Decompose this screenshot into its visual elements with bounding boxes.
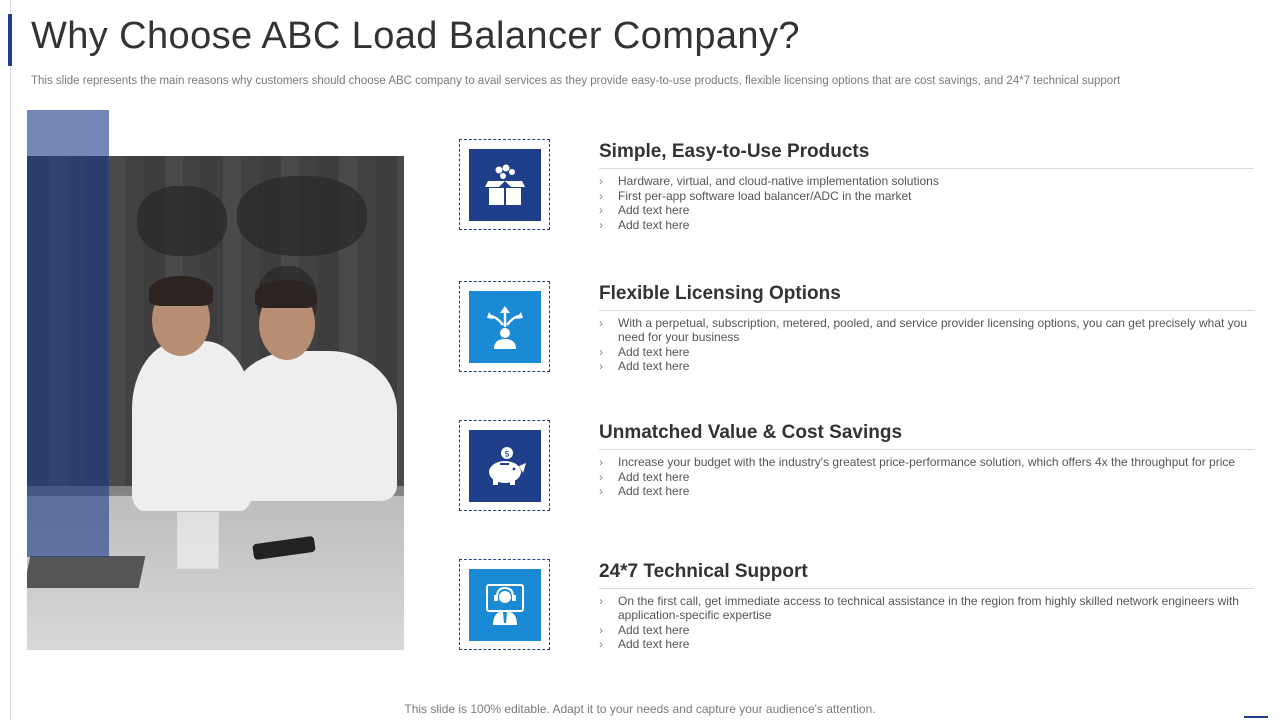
bullet-list bbox=[599, 316, 1249, 374]
icon-frame bbox=[459, 420, 550, 511]
feature-item-technical-support bbox=[459, 559, 1259, 655]
icon-frame bbox=[459, 559, 550, 650]
item-title: Flexible Licensing Options bbox=[599, 283, 841, 304]
icon-frame bbox=[459, 281, 550, 372]
list-item: › With a perpetual, subscription, metered, pooled, and service provider licensing options, you can get precisely what you need for your business bbox=[599, 316, 1248, 344]
chevron-right-icon: › bbox=[599, 484, 603, 498]
bullet-list bbox=[599, 455, 1249, 499]
divider bbox=[599, 588, 1254, 589]
list-item: › On the first call, get immediate access to technical assistance in the region from highly skilled network engineers with application-specific expertise bbox=[599, 594, 1239, 622]
box-icon bbox=[469, 149, 541, 221]
divider bbox=[599, 168, 1254, 169]
chevron-right-icon: › bbox=[599, 455, 603, 469]
slide-title: Why Choose ABC Load Balancer Company? bbox=[31, 15, 800, 57]
chevron-right-icon: › bbox=[599, 594, 603, 608]
support-agent-icon bbox=[469, 569, 541, 641]
chevron-right-icon: › bbox=[599, 344, 603, 359]
chevron-right-icon: › bbox=[599, 188, 603, 203]
slide-subtitle: This slide represents the main reasons why customers should choose ABC company to avail services as they provide easy-to-use products, flexible licensing options that are cost savings, and 24*7 technical support bbox=[31, 75, 1121, 87]
feature-item-simple-products bbox=[459, 139, 1259, 235]
chevron-right-icon: › bbox=[599, 203, 603, 217]
list-item: › Add text here bbox=[599, 484, 690, 498]
list-item: › Add text here bbox=[599, 217, 690, 232]
list-item: › Add text here bbox=[599, 203, 690, 217]
list-item: › First per-app software load balancer/ADC in the market bbox=[599, 188, 912, 203]
chevron-right-icon: › bbox=[599, 622, 603, 637]
list-item: › Add text here bbox=[599, 637, 690, 651]
divider bbox=[599, 310, 1254, 311]
list-item: › Add text here bbox=[599, 344, 690, 359]
bullet-list bbox=[599, 174, 1249, 232]
item-title: 24*7 Technical Support bbox=[599, 561, 808, 582]
divider bbox=[599, 449, 1254, 450]
feature-item-flexible-licensing bbox=[459, 281, 1259, 377]
list-item: › Hardware, virtual, and cloud-native implementation solutions bbox=[599, 174, 939, 188]
chevron-right-icon: › bbox=[599, 316, 603, 330]
bullet-list bbox=[599, 594, 1249, 652]
list-item: › Add text here bbox=[599, 622, 690, 637]
left-guide-line bbox=[10, 0, 11, 720]
map-shape bbox=[137, 186, 227, 256]
icon-frame bbox=[459, 139, 550, 230]
laptop bbox=[27, 556, 145, 588]
feature-item-value-savings bbox=[459, 420, 1259, 516]
corner-accent bbox=[1244, 716, 1268, 718]
person-left-hair bbox=[149, 276, 213, 306]
chevron-right-icon: › bbox=[599, 174, 603, 188]
chevron-right-icon: › bbox=[599, 637, 603, 651]
chevron-right-icon: › bbox=[599, 469, 603, 484]
list-item: › Add text here bbox=[599, 469, 690, 484]
item-title: Simple, Easy-to-Use Products bbox=[599, 141, 870, 162]
item-title: Unmatched Value & Cost Savings bbox=[599, 422, 903, 443]
slide-footer: This slide is 100% editable. Adapt it to your needs and capture your audience's attention. bbox=[404, 702, 876, 716]
list-item: › Increase your budget with the industry's greatest price-performance solution, which offers 4x the throughput for price bbox=[599, 455, 1236, 469]
svg-text:$: $ bbox=[504, 449, 510, 460]
list-item: › Add text here bbox=[599, 359, 690, 373]
person-arrows-icon bbox=[469, 291, 541, 363]
person-right bbox=[227, 351, 397, 501]
water-glass bbox=[177, 512, 219, 569]
title-accent-bar bbox=[8, 14, 12, 66]
map-shape bbox=[237, 176, 367, 256]
chevron-right-icon: › bbox=[599, 217, 603, 232]
chevron-right-icon: › bbox=[599, 359, 603, 373]
photo-overlay-band bbox=[27, 110, 109, 557]
piggy-bank-icon bbox=[469, 430, 541, 502]
person-right-hair bbox=[255, 280, 317, 308]
